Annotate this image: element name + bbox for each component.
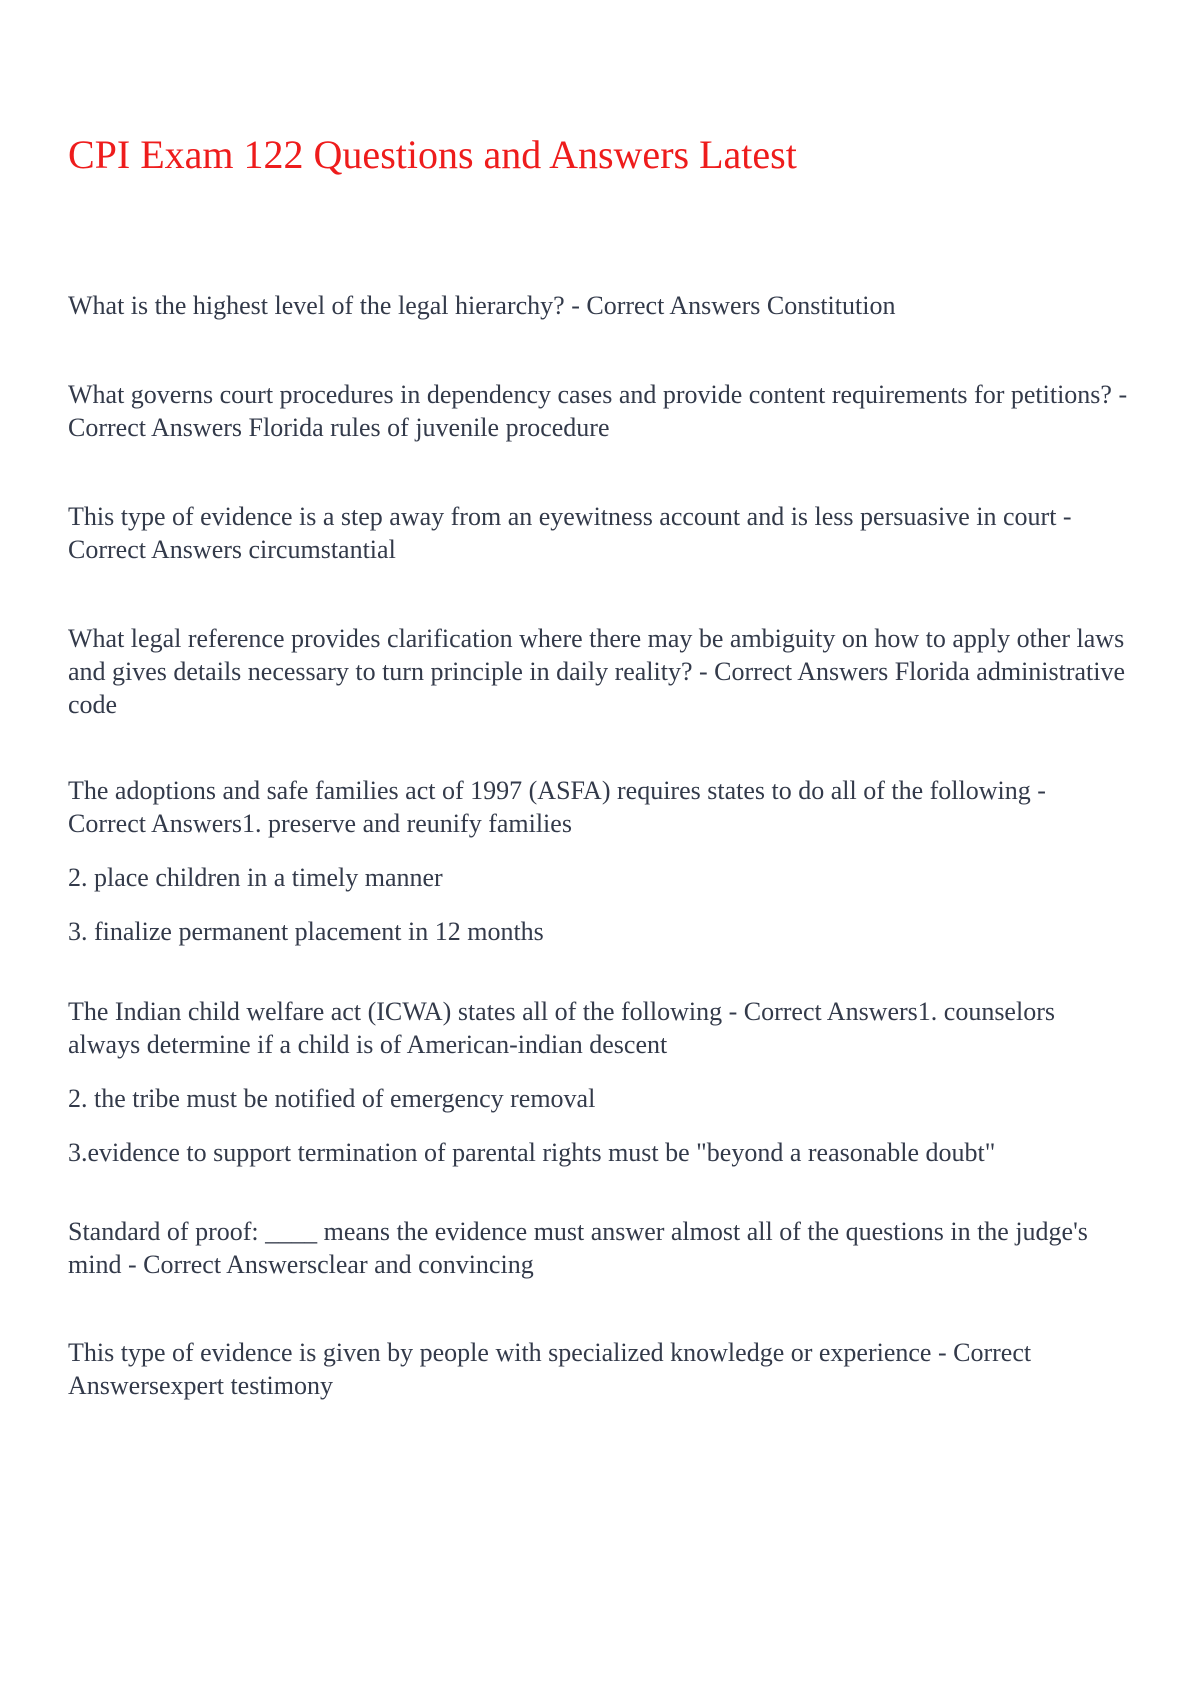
qa-text: Standard of proof: ____ means the evidence must answer almost all of the questions in the judge's mind - Correct Answersclear and convincing	[68, 1217, 1088, 1279]
qa-entry-2	[68, 378, 1128, 444]
document-title: CPI Exam 122 Questions and Answers Latest	[68, 132, 797, 177]
qa-text: This type of evidence is a step away from an eyewitness account and is less persuasive in court - Correct Answers circumstantial	[68, 502, 1072, 564]
qa-entry-4	[68, 622, 1128, 721]
qa-text: The adoptions and safe families act of 1997 (ASFA) requires states to do all of the following - Correct Answers1. preserve and reunify families	[68, 776, 1046, 838]
qa-text: What governs court procedures in dependency cases and provide content requirements for petitions? - Correct Answers Florida rules of juvenile procedure	[68, 380, 1128, 442]
qa-text: This type of evidence is given by people with specialized knowledge or experience - Correct Answersexpert testimony	[68, 1338, 1032, 1400]
qa-entry-7	[68, 1215, 1128, 1281]
qa-entry-6	[68, 995, 1128, 1169]
qa-text: 2. place children in a timely manner	[68, 863, 443, 892]
qa-entry-1	[68, 289, 1128, 322]
qa-text: 3.evidence to support termination of parental rights must be "beyond a reasonable doubt"	[68, 1138, 996, 1167]
qa-text: What is the highest level of the legal hierarchy? - Correct Answers Constitution	[68, 291, 896, 320]
qa-text: 2. the tribe must be notified of emergency removal	[68, 1084, 596, 1113]
qa-entry-5	[68, 774, 1128, 948]
qa-text: What legal reference provides clarification where there may be ambiguity on how to apply other laws and gives details necessary to turn principle in daily reality? - Correct Answers Florida administrative code	[68, 624, 1126, 719]
qa-text: The Indian child welfare act (ICWA) states all of the following - Correct Answers1. counselors always determine if a child is of American-indian descent	[68, 997, 1055, 1059]
qa-entry-8	[68, 1336, 1128, 1402]
qa-text: 3. finalize permanent placement in 12 months	[68, 917, 544, 946]
qa-entry-3	[68, 500, 1128, 566]
